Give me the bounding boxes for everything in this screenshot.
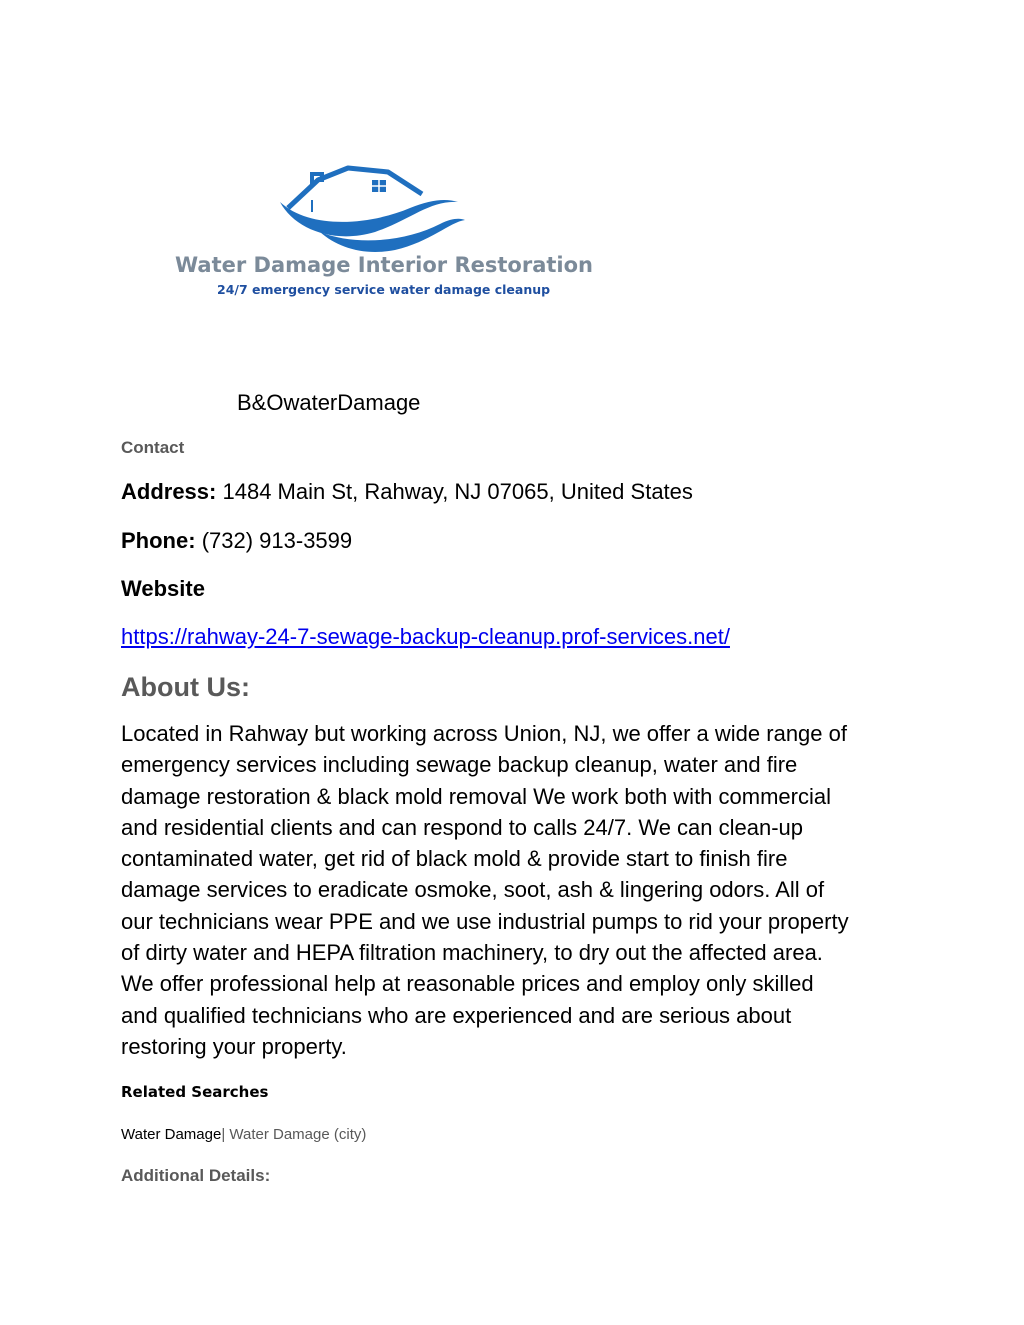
- company-name: B&OwaterDamage: [237, 390, 421, 415]
- website-heading: Website: [121, 576, 205, 601]
- related-separator: |: [221, 1126, 226, 1143]
- about-line: restoring your property.: [121, 1033, 347, 1059]
- related-searches-list: [121, 1126, 366, 1143]
- related-link-water-damage[interactable]: Water Damage: [121, 1126, 222, 1143]
- related-link-water-damage-city[interactable]: Water Damage (city): [225, 1126, 367, 1143]
- about-line: damage restoration & black mold removal We work both with commercial: [121, 783, 831, 809]
- logo-title: Water Damage Interior Restoration: [175, 253, 593, 277]
- about-line: and qualified technicians who are experienced and are serious about: [121, 1002, 792, 1028]
- company-logo: [160, 150, 593, 310]
- phone-value: (732) 913-3599: [201, 528, 353, 553]
- about-line: of dirty water and HEPA filtration machinery, to dry out the affected area.: [121, 940, 823, 966]
- phone-line: [121, 528, 352, 554]
- about-line: We offer professional help at reasonable prices and employ only skilled: [121, 971, 814, 997]
- logo-subtitle: 24/7 emergency service water damage cleanup: [217, 282, 551, 297]
- additional-details-heading: Additional Details:: [121, 1166, 271, 1185]
- address-value: 1484 Main St, Rahway, NJ 07065, United States: [222, 479, 693, 504]
- about-line: contaminated water, get rid of black mold & provide start to finish fire: [121, 846, 788, 872]
- related-searches-heading: Related Searches: [121, 1083, 269, 1101]
- address-label: Address:: [121, 479, 217, 504]
- about-line: our technicians wear PPE and we use industrial pumps to rid your property: [121, 908, 849, 934]
- address-line: [121, 479, 693, 505]
- about-paragraph: [121, 718, 911, 1062]
- about-heading: About Us:: [121, 672, 250, 702]
- about-line: and residential clients and can respond to calls 24/7. We can clean-up: [121, 814, 804, 840]
- about-line: damage services to eradicate osmoke, soot, ash & lingering odors. All of: [121, 877, 825, 903]
- contact-heading: Contact: [121, 438, 185, 457]
- about-line: emergency services including sewage backup cleanup, water and fire: [121, 752, 798, 778]
- phone-label: Phone:: [121, 528, 196, 553]
- website-link[interactable]: https://rahway-24-7-sewage-backup-cleanup.prof-services.net/: [121, 624, 730, 649]
- about-line: Located in Rahway but working across Union, NJ, we offer a wide range of: [121, 721, 847, 746]
